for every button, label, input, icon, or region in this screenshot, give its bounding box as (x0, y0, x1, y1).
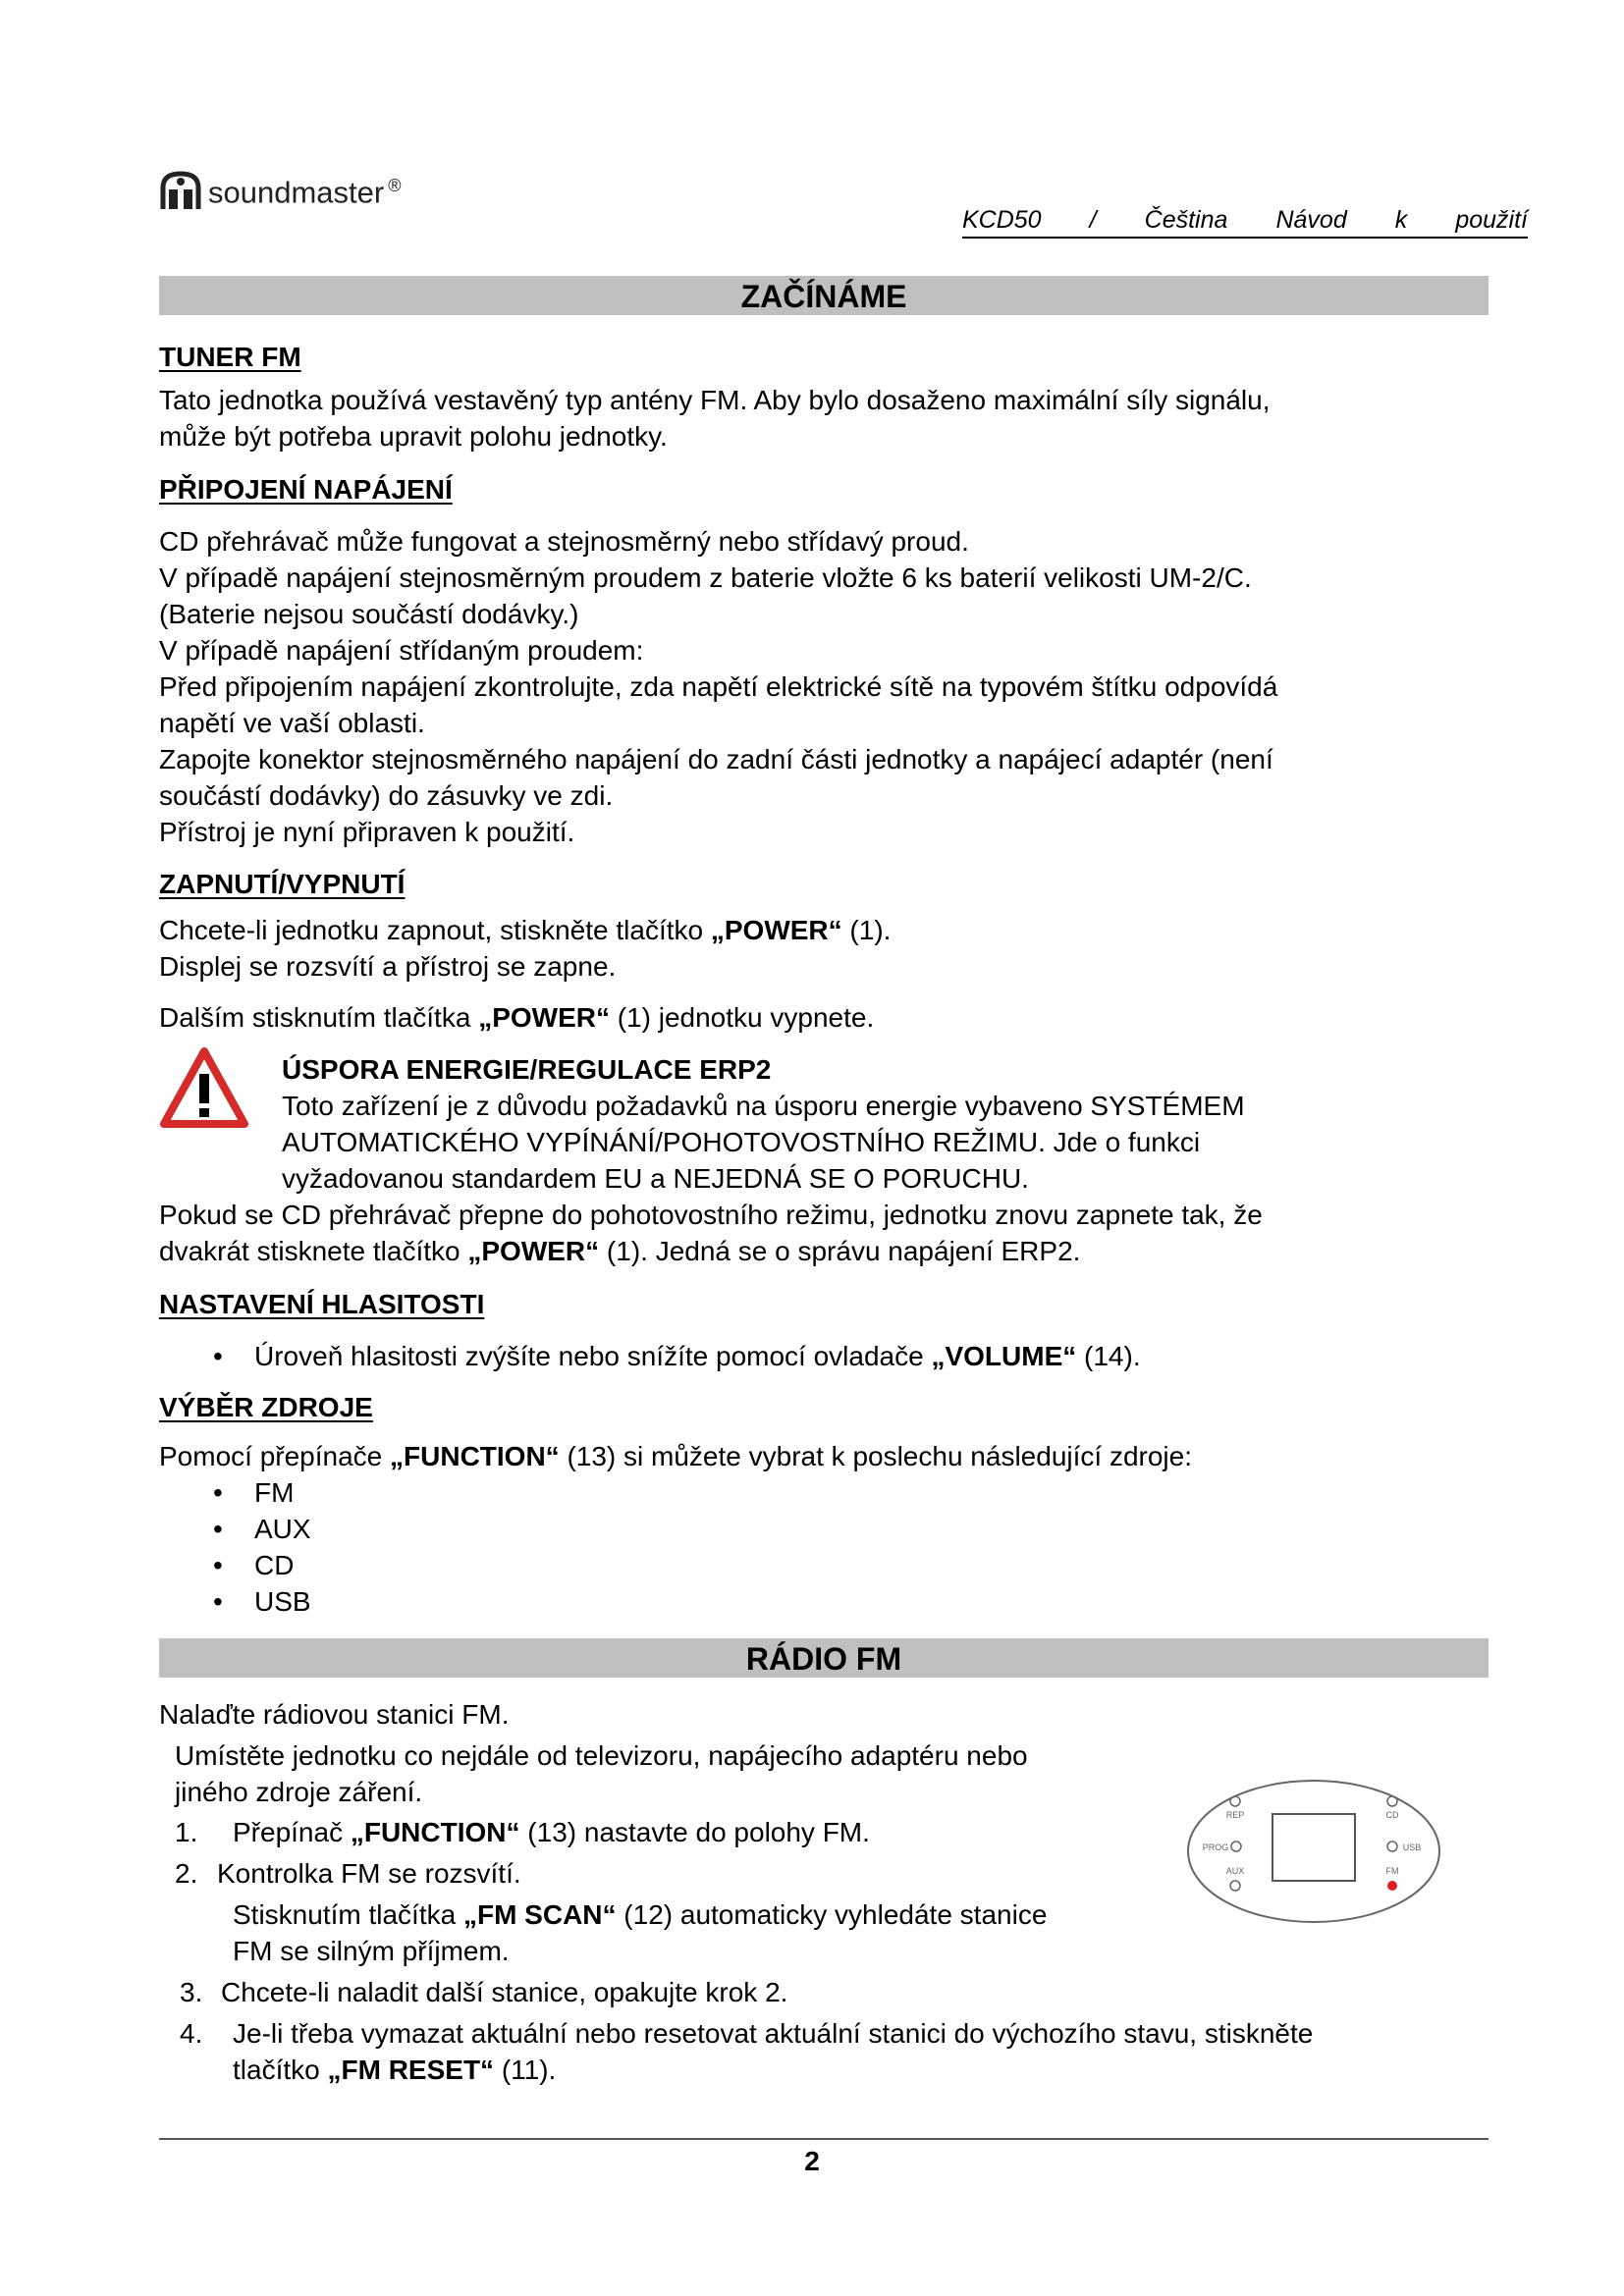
heading-source-select: VÝBĚR ZDROJE (159, 1392, 373, 1422)
step-3-number: 3. (180, 1977, 203, 2007)
onoff-line-3-end: (1) jednotku vypnete. (609, 1002, 875, 1033)
source-text: Pomocí přepínače (159, 1441, 391, 1471)
label-usb: USB (1402, 1842, 1422, 1852)
erp-line-5-text: dvakrát stisknete tlačítko (159, 1236, 468, 1266)
step-1-text: Přepínač (233, 1817, 351, 1847)
heading-volume: NASTAVENÍ HLASITOSTI (159, 1289, 485, 1319)
step-2-number: 2. (175, 1858, 198, 1889)
header-slash: / (1089, 206, 1097, 234)
list-item: • USB (213, 1586, 311, 1617)
step-4-number: 4. (180, 2018, 203, 2049)
function-switch-ref: „FUNCTION“ (390, 1441, 560, 1471)
radio-line-3: jiného zdroje záření. (175, 1777, 423, 1807)
erp-line-4: Pokud se CD přehrávač přepne do pohotovostního režimu, jednotku znovu zapnete tak, že (159, 1200, 1263, 1230)
volume-text: Úroveň hlasitosti zvýšíte nebo snížíte pomocí ovladače (254, 1341, 932, 1371)
brand-name: soundmaster (208, 175, 385, 209)
volume-bullet (213, 1338, 1141, 1374)
label-cd: CD (1385, 1810, 1399, 1820)
power-line-7: Zapojte konektor stejnosměrného napájení do zadní části jednotky a napájecí adaptér (není (159, 744, 1273, 774)
section-bar-getting-started: ZAČÍNÁME (159, 276, 1489, 315)
step-1 (233, 1814, 870, 1850)
step-1-end: (13) nastavte do polohy FM. (519, 1817, 870, 1847)
step-2-scan-cont: FM se silným příjmem. (233, 1936, 510, 1966)
power-line-1: CD přehrávač může fungovat a stejnosměrný nebo střídavý proud. (159, 526, 969, 557)
label-prog: PROG (1202, 1842, 1229, 1852)
tuner-line-2: může být potřeba upravit polohu jednotky. (159, 421, 668, 452)
label-aux: AUX (1225, 1866, 1245, 1876)
erp-line-5-end: (1). Jedná se o správu napájení ERP2. (599, 1236, 1081, 1266)
onoff-line-1 (159, 912, 891, 948)
volume-text-end: (14). (1076, 1341, 1141, 1371)
erp-line-3: vyžadovanou standardem EU a NEJEDNÁ SE O PORUCHU. (282, 1163, 1029, 1194)
registered-mark: ® (388, 175, 402, 195)
onoff-line-3-text: Dalším stisknutím tlačítka (159, 1002, 479, 1033)
page-number: 2 (804, 2146, 820, 2176)
step-2-scan (233, 1896, 1047, 1933)
document-header (962, 206, 1528, 239)
header-model: KCD50 (962, 206, 1042, 234)
source-item-cd: CD (254, 1550, 295, 1580)
list-item: • AUX (213, 1514, 311, 1544)
step-3: Chcete-li naladit další stanice, opakujte krok 2. (221, 1977, 788, 2007)
front-panel-diagram (1184, 1775, 1443, 1928)
heading-tuner-fm: TUNER FM (159, 342, 301, 372)
soundmaster-logo-icon (159, 168, 202, 211)
warning-triangle-icon (160, 1046, 248, 1129)
power-line-6: napětí ve vaší oblasti. (159, 708, 425, 738)
section-bar-radio-fm: RÁDIO FM (159, 1638, 1489, 1678)
power-button-ref: „POWER“ (467, 1236, 600, 1266)
power-line-2: V případě napájení stejnosměrným proudem z baterie vložte 6 ks baterií velikosti UM-2/C. (159, 562, 1252, 593)
step-4-reset (233, 2052, 556, 2088)
header-word-pouziti: použití (1455, 206, 1528, 234)
step-4-reset-text: tlačítko (233, 2055, 328, 2085)
heading-power-connection: PŘIPOJENÍ NAPÁJENÍ (159, 474, 453, 505)
fm-scan-button-ref: „FM SCAN“ (462, 1899, 617, 1930)
radio-line-1: Nalaďte rádiovou stanici FM. (159, 1699, 510, 1730)
power-line-9: Přístroj je nyní připraven k použití. (159, 817, 575, 847)
list-item: • FM (213, 1477, 295, 1508)
header-word-navod: Návod (1275, 206, 1347, 234)
brand-logo (159, 152, 401, 211)
source-line-1 (159, 1438, 1192, 1474)
fm-reset-button-ref: „FM RESET“ (327, 2055, 495, 2085)
source-item-usb: USB (254, 1586, 311, 1617)
power-line-4: V případě napájení střídaným proudem: (159, 635, 644, 666)
power-button-ref: „POWER“ (710, 915, 842, 945)
footer-divider (159, 2138, 1489, 2140)
step-1-number: 1. (175, 1817, 198, 1847)
fm-led-lit-icon (1387, 1881, 1397, 1891)
power-line-5: Před připojením napájení zkontrolujte, zda napětí elektrické sítě na typovém štítku odpovídá (159, 671, 1278, 702)
erp-heading: ÚSPORA ENERGIE/REGULACE ERP2 (282, 1054, 772, 1085)
tuner-line-1: Tato jednotka používá vestavěný typ antény FM. Aby bylo dosaženo maximální síly signálu, (159, 385, 1271, 415)
step-2-scan-text: Stisknutím tlačítka (233, 1899, 463, 1930)
erp-line-2: AUTOMATICKÉHO VYPÍNÁNÍ/POHOTOVOSTNÍHO REŽIMU. Jde o funkci (282, 1127, 1201, 1157)
step-4: Je-li třeba vymazat aktuální nebo resetovat aktuální stanici do výchozího stavu, stiskněte (233, 2018, 1314, 2049)
function-switch-ref: „FUNCTION“ (350, 1817, 520, 1847)
erp-line-5 (159, 1233, 1080, 1269)
source-text-end: (13) si můžete vybrat k poslechu následující zdroje: (559, 1441, 1192, 1471)
volume-control-ref: „VOLUME“ (931, 1341, 1077, 1371)
list-item: • CD (213, 1550, 295, 1580)
onoff-line-3 (159, 999, 874, 1036)
header-language: Čeština (1144, 206, 1228, 234)
label-fm: FM (1385, 1866, 1399, 1876)
source-item-fm: FM (254, 1477, 295, 1508)
step-4-reset-end: (11). (494, 2055, 557, 2085)
erp-line-1: Toto zařízení je z důvodu požadavků na úsporu energie vybaveno SYSTÉMEM (282, 1091, 1245, 1121)
power-line-3: (Baterie nejsou součástí dodávky.) (159, 599, 579, 629)
bullet-dot: • (213, 1341, 223, 1371)
label-rep: REP (1225, 1810, 1245, 1820)
power-button-ref: „POWER“ (478, 1002, 610, 1033)
step-2: Kontrolka FM se rozsvítí. (217, 1858, 521, 1889)
header-word-k: k (1394, 206, 1408, 234)
power-line-8: součástí dodávky) do zásuvky ve zdi. (159, 780, 614, 811)
onoff-line-2: Displej se rozsvítí a přístroj se zapne. (159, 951, 617, 982)
source-item-aux: AUX (254, 1514, 311, 1544)
onoff-line-1-text: Chcete-li jednotku zapnout, stiskněte tlačítko (159, 915, 711, 945)
radio-line-2: Umístěte jednotku co nejdále od televizoru, napájecího adaptéru nebo (175, 1740, 1028, 1771)
onoff-line-1-end: (1). (841, 915, 892, 945)
heading-on-off: ZAPNUTÍ/VYPNUTÍ (159, 869, 406, 899)
step-2-scan-end: (12) automaticky vyhledáte stanice (616, 1899, 1048, 1930)
